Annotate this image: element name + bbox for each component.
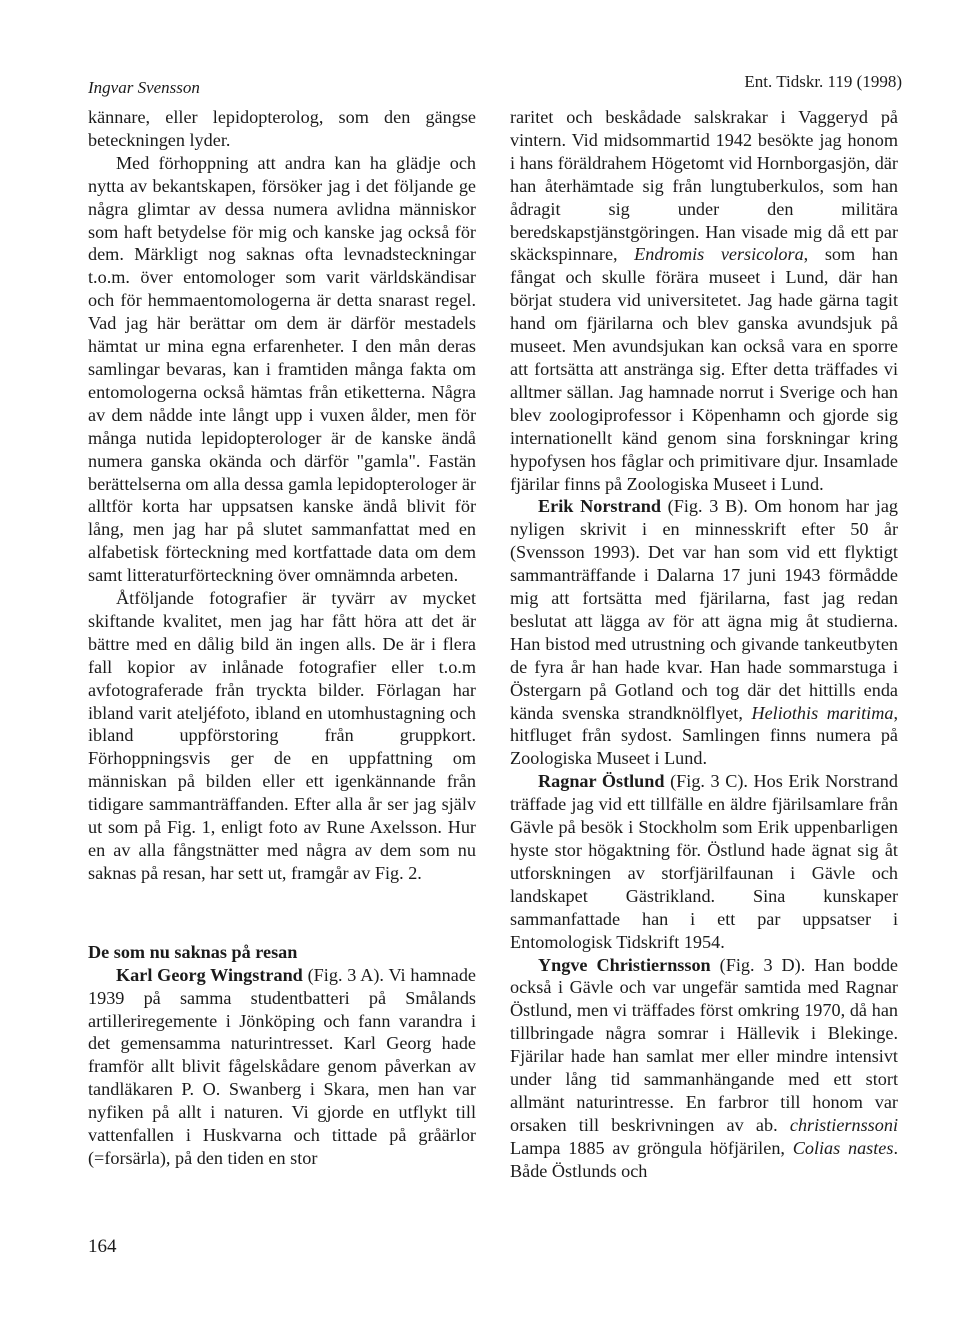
paragraph-text: (Fig. 3 C). Hos Erik Norstrand träffade jag vid ett tillfälle en äldre fjärilsamlare från Gävle på besök i Stockholm som Erik uppenbarligen hyste stor högaktning för. Östlund hade ägnat sig åt utforskningen av storfjärilfaunan i Gävle och landskapet Gästrikland. Sina kunskaper sammanfattade han i ett par uppsatser i Entomologisk Tidskrift 1954. (510, 771, 898, 952)
section-heading: De som nu saknas på resan (88, 941, 298, 962)
paragraph-text: (Fig. 3 B). Om honom har jag nyligen skrivit i en minnesskrift efter 50 år (Svensson 1993). Det var han som vid ett flyktigt sammanträffande i Dalarna 17 juni 1943 förmådde mig att fortsätta med fjärilarna, fast jag redan beslutat att lägga av för att ägna mig åt studierna. Han bistod med utrustning och givande tankeutbyten de fyra år han hade kvar. Han hade sommarstuga i Östergarn på Gotland och tog där det hittills enda kända svenska strandknölflyet, (510, 496, 898, 723)
paragraph-ostlund (510, 770, 898, 953)
paragraph: kännare, eller lepidopterolog, som den gängse beteckningen lyder. (88, 107, 476, 150)
paragraph-text: , som han fångat och skulle förära museet i Lund, där han börjat studera vid universitetet. Jag hade gärna tagit hand om fjärilarna och blev ganska avundsjuk på museet. Men avundsjukan kan också vara en sporre att fortsätta att anstränga sig. Efter detta träffades vi alltmer sällan. Jag hamnade norrut i Sverige och han blev zoologiprofessor i Köpenhamn och gjorde sig internationellt känd genom sina forskningar kring hypofysen hos fåglar och primitivare djur. Insamlade fjärilar finns på Zoologiska Museet i Lund. (510, 244, 898, 494)
species-name: Endromis versicolora (634, 244, 804, 265)
species-name: christiernssoni (789, 1114, 898, 1135)
person-name: Ragnar Östlund (538, 771, 665, 792)
paragraph-text: Lampa 1885 av gröngula höfjärilen, (510, 1137, 793, 1158)
species-name: Heliothis maritima (751, 702, 894, 723)
running-header-journal: Ent. Tidskr. 119 (1998) (744, 72, 902, 91)
right-column (510, 106, 898, 1183)
paragraph-wingstrand (88, 964, 476, 1170)
paragraph-norstrand (510, 495, 898, 770)
paragraph-text: (Fig. 3 D). Han bodde också i Gävle och var ungefär samtida med Ragnar Östlund, men vi träffades först omkring 1970, då han tillbringade några somrar i Hällevik i Blekinge. Fjärilar hade han samlat mer eller mindre intensivt under lång tid sammanhängande med ett stort allmänt naturintresse. En farbror till honom var orsaken till beskrivningen av ab. (510, 954, 898, 1135)
person-name: Karl Georg Wingstrand (116, 964, 303, 985)
paragraph-text: , hitfluget från sydost. Samlingen finns numera på Zoologiska Museet i Lund. (510, 702, 898, 769)
paragraph (510, 106, 898, 495)
section-spacer (88, 885, 476, 907)
page-number: 164 (88, 1236, 117, 1257)
paragraph-text: (Fig. 3 A). Vi hamnade 1939 på samma studentbatteri på Smålands artilleriregemente i Jönköping och fann varandra i det gemensamma naturintresset. Karl Georg hade framför allt blivit fågelskådare genom påverkan av tandläkaren P. O. Swanberg i Skara, men han var nyfiken på allt i naturen. Vi gjorde en utflykt till vattenfallen i Huskvarna och tittade på gråärlor (=forsärla), på den tiden en stor (88, 964, 477, 1168)
left-column (88, 106, 476, 1170)
paragraph-text: raritet och beskådade salskrakar i Vaggeryd på vintern. Vid midsommartid 1942 besökte jag honom i hans föräldrahem Högetomt vid Hornborgasjön, där han återhämtade sig från lungtuberkulos, som han ådragit sig under den militära beredskapstjänstgöringen. Han visade mig då ett par skäckspinnare, (510, 107, 898, 265)
person-name: Erik Norstrand (538, 496, 661, 517)
person-name: Yngve Christiernsson (538, 954, 711, 975)
species-name: Colias nastes (792, 1137, 894, 1158)
running-header-author: Ingvar Svensson (88, 78, 200, 97)
paragraph: Åtföljande fotografier är tyvärr av mycket skiftande kvalitet, men jag har fått höra att det är bättre med en dålig bild än ingen alls. De är i flera fall kopior av inlånade fotografier eller t.o.m avfotograferade från tryckta bilder. Förlagan har ibland varit ateljéfoto, ibland en utomhustagning och ibland uppförstoring från gruppkort. Förhoppningsvis ger de en uppfattning om människan på bilden eller ett igenkännande från tidigare sammanträffanden. Efter alla år ser jag själv ut som på Fig. 1, enligt foto av Rune Axelsson. Hur en av alla fångstnätter med några av dem som nu saknas på resan, har sett ut, framgår av Fig. 2. (88, 588, 476, 883)
paragraph-text: . Både Östlunds och (510, 1137, 898, 1181)
paragraph-christiernsson (510, 954, 898, 1183)
paragraph: Med förhoppning att andra kan ha glädje och nytta av bekantskapen, försöker jag i det följande ge några glimtar av dessa numera avlidna människor som haft betydelse för mig och kanske jag också för dem. Märkligt nog saknas ofta levnadsteckningar t.o.m. över entomologer som varit världskändisar och för hemmaentomologerna är detta snarast regel. Vad jag här berättar om dem är därför mestadels hämtat ur mina egna erfarenheter. I den mån deras samlingar bevaras, kan i framtiden många fakta om entomologerna också hämtas från etiketterna. Några av dem nådde inte långt upp i vuxen ålder, men för många nutida lepidopterologer är de kanske ändå numera ganska okända och därför "gamla". Fastän berättelserna om alla dessa gamla lepidopterologer är alltför korta har uppsatsen kanske ändå blivit för lång, men jag har på slutet sammanfattat med en alfabetisk förteckning med kortfattade data om dem samt litteraturförteckning över omnämnda arbeten. (88, 152, 476, 586)
